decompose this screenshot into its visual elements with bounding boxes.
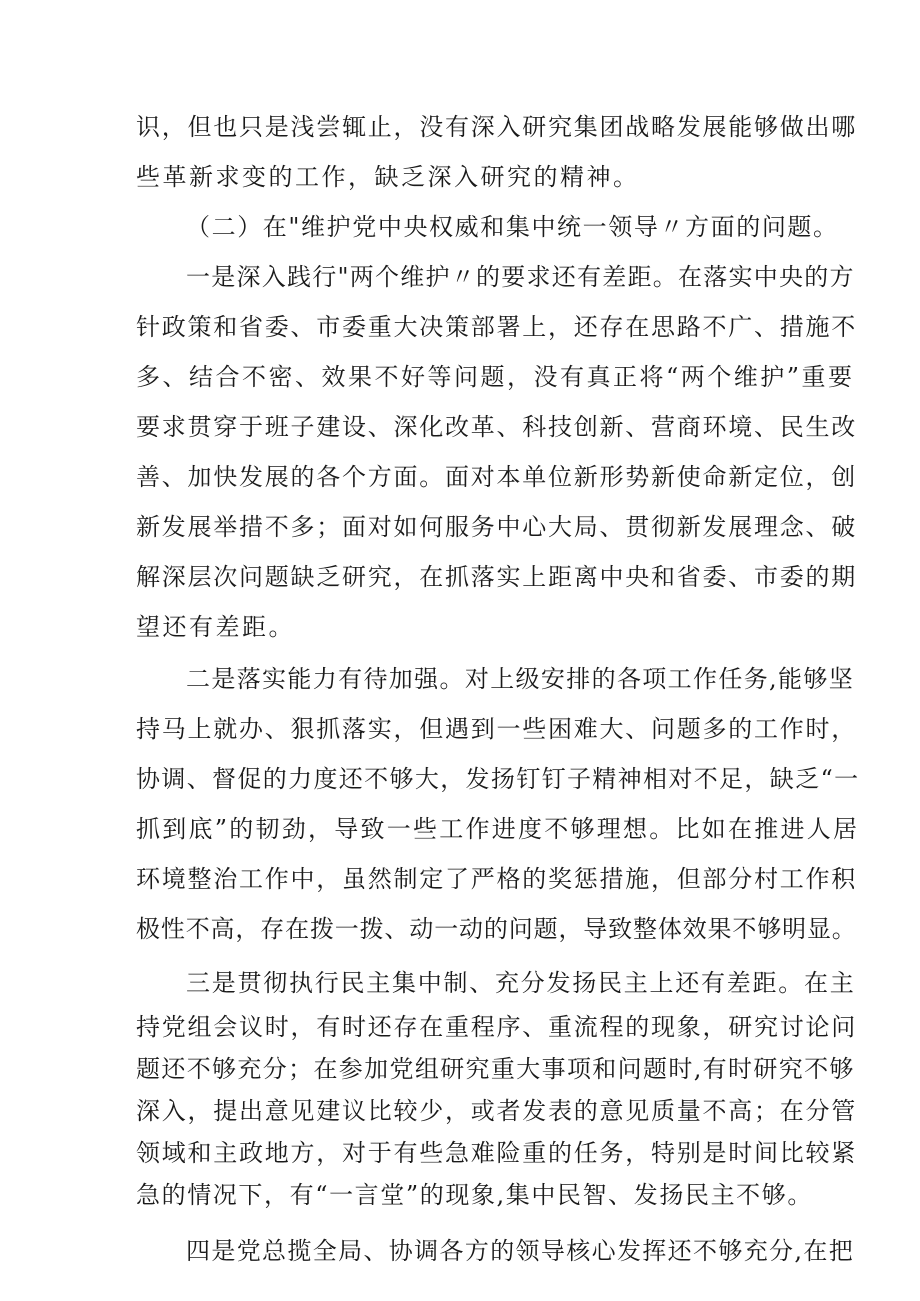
text-line: （二）在"维护党中央权威和集中统一领导〃方面的问题。	[186, 213, 839, 241]
text-line: 领域和主政地方，对于有些急难险重的任务，特别是时间比较紧	[136, 1139, 857, 1167]
text-line: 急的情况下，有“一言堂”的现象,集中民智、发扬民主不够。	[136, 1181, 813, 1209]
text-line: 极性不高，存在拨一拨、动一动的问题，导致整体效果不够明显。	[136, 915, 857, 943]
text-line: 协调、督促的力度还不够大，发扬钉钉子精神相对不足，缺乏“一	[136, 765, 860, 793]
text-line: 二是落实能力有待加强。对上级安排的各项工作任务,能够坚	[186, 665, 855, 693]
text-line: 善、加快发展的各个方面。面对本单位新形势新使命新定位，创	[136, 463, 857, 491]
text-line: 持马上就办、狠抓落实，但遇到一些困难大、问题多的工作时，	[136, 715, 857, 743]
text-line: 针政策和省委、市委重大决策部署上，还存在思路不广、措施不	[136, 313, 857, 341]
text-line: 望还有差距。	[136, 613, 295, 641]
text-line: 要求贯穿于班子建设、深化改革、科技创新、营商环境、民生改	[136, 413, 857, 441]
text-line: 持党组会议时，有时还存在重程序、重流程的现象，研究讨论问	[136, 1013, 857, 1041]
text-line: 深入，提出意见建议比较少，或者发表的意见质量不高；在分管	[136, 1097, 857, 1125]
text-line: 解深层次问题缺乏研究，在抓落实上距离中央和省委、市委的期	[136, 563, 857, 591]
text-line: 新发展举措不多；面对如何服务中心大局、贯彻新发展理念、破	[136, 513, 857, 541]
text-line: 一是深入践行"两个维护〃的要求还有差距。在落实中央的方	[186, 263, 855, 291]
text-line: 些革新求变的工作，缺乏深入研究的精神。	[136, 163, 640, 191]
text-line: 题还不够充分；在参加党组研究重大事项和问题时,有时研究不够	[136, 1055, 855, 1083]
text-line: 环境整治工作中，虽然制定了严格的奖惩措施，但部分村工作积	[136, 865, 857, 893]
text-line: 多、结合不密、效果不好等问题，没有真正将“两个维护”重要	[136, 363, 855, 391]
text-line: 四是党总揽全局、协调各方的领导核心发挥还不够充分,在把	[186, 1237, 855, 1265]
text-line: 抓到底”的韧劲，导致一些工作进度不够理想。比如在推进人居	[136, 815, 860, 843]
text-line: 三是贯彻执行民主集中制、充分发扬民主上还有差距。在主	[186, 969, 856, 997]
text-line: 识，但也只是浅尝辄止，没有深入研究集团战略发展能够做出哪	[136, 113, 857, 141]
